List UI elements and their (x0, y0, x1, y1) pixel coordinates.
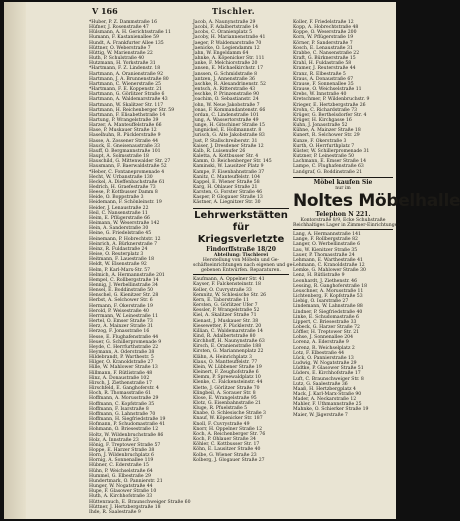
directory-entry: Hirschfeld, E. Ganghoferstr. 4 (89, 386, 159, 392)
directory-entry: Lobeck, G. Harzer Straße 72 (293, 324, 360, 330)
directory-entry: Heymann, A. Oderstraße 38 (89, 350, 155, 355)
directory-entry: Lau, W. Kienitzer Straße 35 (293, 247, 358, 253)
column-2-entries-top (193, 20, 289, 206)
directory-entry: Hohmann, O. Briesestraße 12 (89, 427, 159, 433)
page-title: Tischler. (212, 6, 256, 16)
directory-entry: Hecht, W. Urbanstraße 130 (89, 174, 153, 180)
directory-entry: Haselhuhn, R. Pücklerstraße 9 (89, 133, 161, 139)
column-1 (89, 20, 189, 516)
directory-entry: Hartmann, A. Oranienstraße 92 (89, 71, 163, 77)
directory-entry: Hase, P. Muskauer Straße 12 (89, 128, 157, 134)
directory-entry: Herzog, F. Jonasstraße 16 (89, 329, 150, 335)
directory-entry: Holtz, W. Wildenbruchstraße 86 (89, 432, 164, 438)
directory-entry: Lessing, R. Ganghoferstraße 18 (293, 283, 368, 289)
directory-entry: Hartmann, W. Skalitzer Str. 117 (89, 102, 164, 108)
directory-entry: Hartmann, J. A. Brunnenstraße 80 (89, 76, 169, 82)
directory-entry: Jentsch, A. Ritterstraße 43 (193, 87, 256, 93)
directory-entry: Kaminski, W. Lausitzer Platz 9 (193, 164, 264, 170)
page-gutter (4, 2, 26, 519)
directory-entry: Heinrich, A. Bürknerstraße 7 (89, 241, 158, 247)
directory-entry: Jacoby, H. Mariannenstraße 41 (193, 35, 266, 41)
directory-entry: Langer, O. Werbellinstraße 6 (293, 242, 361, 248)
directory-entry: Killian, C. Waldemarstraße 14 (193, 328, 263, 334)
directory-entry: Humann, F. Kastanienallee 59 (89, 35, 159, 41)
directory-entry: Henschel, G. Kienitzer Str. 28 (89, 293, 159, 299)
column-2-entries-bottom (193, 277, 289, 463)
directory-entry: Heidemann, F. Schönleinstr. 19 (89, 200, 162, 206)
directory-entry: Heuer, G. Schillerpromenade 9 (89, 339, 162, 345)
directory-entry: Krause, O. Weichselstraße 11 (293, 87, 362, 93)
directory-entry: Lang, A. Hermannstraße 141 (293, 232, 361, 238)
directory-entry: Kretschmer, P. Wildenbruchstr. 9 (293, 97, 370, 103)
directory-entry: Kolbe, G. Wiener Straße 23 (193, 452, 257, 458)
directory-entry: Hutzmann, H. Yorkstraße 31 (89, 61, 156, 67)
directory-entry: Jantzen, J. Annenstraße 36 (193, 76, 255, 82)
directory-entry: Knabe, O. Schlesische Straße 3 (193, 411, 266, 417)
directory-entry: Lindner, P. Siegfriedstraße 40 (293, 309, 363, 315)
directory-entry: Lehmann, C. Kranoldstraße 12 (293, 263, 365, 269)
ad-text-line: schäftseinrichtungen nach eigenen und ge- (193, 262, 294, 268)
directory-entry: Jungnickel, E. Hollmannstr. 8 (193, 128, 262, 134)
directory-entry: Helm, P. Karl-Marx-Str. 57 (89, 267, 151, 273)
directory-entry: Klähn, A. Heinrichplatz 3 (193, 354, 252, 360)
directory-entry: Hoffmann, F. Isarstraße 8 (89, 406, 149, 412)
directory-entry: Ihde, R. Saalestraße 9 (89, 509, 141, 515)
directory-entry: Jahnke, A. Köpenicker Str. 111 (193, 56, 265, 62)
directory-entry: Heinemann, P. Hobrechtstr. 12 (89, 236, 161, 242)
directory-entry: Kampe, F. Eisenbahnstraße 37 (193, 169, 265, 175)
directory-entry: Horn, J. Wildenbruchplatz 6 (89, 453, 154, 459)
directory-entry: Lorenz, R. Weichselplatz 2 (293, 345, 355, 351)
directory-entry: Holz, A. Innstraße 23 (89, 437, 139, 443)
directory-entry: Hüttenrauch, E. Braunschweiger Straße 60 (89, 499, 191, 505)
directory-entry: Koch, A. Reichenberger Str. 76 (193, 431, 266, 437)
directory-entry: Hoppe, E. Harzer Straße 38 (89, 447, 155, 453)
directory-entry: Klotz, G. Eisenbahnstraße 21 (193, 401, 261, 406)
directory-entry: Hoffmann, H. Siegfriedstraße 19 (89, 417, 166, 423)
directory-entry: Hauschild, G. Mittenwalder Str. 27 (89, 159, 171, 165)
directory-entry: Heim, E. Pflügerstraße 66 (89, 215, 150, 221)
directory-entry: Kurth, O. Herrfurthplatz 7 (293, 143, 355, 149)
directory-entry: Kaiser, J. Dresdener Straße 12 (193, 143, 264, 149)
directory-entry: Heitmann, F. Lauestraße 18 (89, 257, 155, 263)
directory-entry: Jaeger, P. Waldemarstraße 70 (193, 40, 262, 46)
directory-entry: *Heber, C. Fontanepromenade 4 (89, 169, 165, 175)
directory-entry: Mader, A. Neckarstraße 12 (293, 397, 357, 403)
directory-entry: Lehmann, E. Warthestraße 41 (293, 257, 363, 263)
directory-entry: Kranz, R. Elbestraße 5 (293, 71, 346, 77)
directory-entry: Heil, C. Nansenstraße 11 (89, 210, 148, 216)
directory-entry: Hupe, F. Glasower Straße 10 (89, 489, 157, 495)
directory-entry: Hennig, J. Werbellinstraße 34 (89, 282, 158, 288)
directory-entry: Heckel, A. Dieffenbachstraße 61 (89, 179, 165, 185)
directory-entry: Korn, W. Pflügerstraße 19 (293, 35, 354, 41)
directory-entry: Hauck, E. Gneisenaustraße 33 (89, 143, 161, 149)
ad-kicker: Möbel kaufen Sie (313, 178, 373, 186)
directory-entry: Krause, F. Sonnenallee 35 (293, 81, 354, 87)
directory-entry: Körner, P. Sanderstraße 7 (293, 40, 353, 46)
directory-entry: Lippert, C. Briesestraße 33 (293, 319, 357, 325)
directory-entry: Herbst, A. Selchower Str. 6 (89, 298, 153, 304)
directory-entry: Koch, P. Ohlauer Straße 34 (193, 437, 256, 443)
directory-entry: Hoch, R. Thomasstraße 61 (89, 391, 152, 397)
directory-entry: Jacobs, C. Oranienplatz 5 (193, 30, 253, 36)
directory-entry: Krieger, E. Hertzbergstraße 26 (293, 102, 366, 108)
directory-entry: Hermann, F. Okerstraße 19 (89, 303, 153, 309)
directory-entry: Kuhn, J. Jonasstraße 52 (293, 123, 348, 129)
directory-entry: Kind, R. Adalbertstraße 80 (193, 333, 256, 339)
directory-entry: Hühn, P. Weichselstraße 64 (89, 468, 153, 474)
directory-entry: Haupt, A. Solmsstraße 18 (89, 154, 149, 160)
directory-entry: Krüger, H. Kirchgasse 16 (293, 117, 352, 123)
directory-entry: Ludwig, W. Nogatstraße 29 (293, 361, 357, 367)
directory-entry: Hertel, O. Emser Straße 73 (89, 319, 153, 325)
ad-text-line: Kontorstraße 8/9, Ecke Schuhstraße (300, 217, 386, 223)
directory-entry: Lindemann, W. Lahnstraße 88 (293, 304, 363, 310)
directory-entry: Hunger, W. Nogatstraße 44 (89, 484, 153, 490)
advertisement-lehrwerkstaetten (193, 208, 294, 276)
directory-entry: Mahler, F. Uthmannstraße 25 (293, 402, 362, 408)
directory-entry: Kirsten, G. Mariannenplatz 22 (193, 349, 264, 355)
directory-entry: Hempel, C. Rollbergstraße 14 (89, 277, 159, 283)
directory-entry: Lachmann, E. Emser Straße 14 (293, 159, 366, 165)
directory-entry: Klaus, O. Mantteuffelstr. 77 (193, 359, 258, 365)
directory-entry: Jaschke, R. Alexandrinenstr. 52 (193, 81, 266, 87)
directory-entry: Koppe, O. Weserstraße 200 (293, 30, 357, 36)
directory-entry: Kosch, E. Lenaustraße 31 (293, 45, 353, 51)
directory-entry: Kirchhoff, H. Naunynstraße 63 (193, 339, 265, 345)
directory-entry: Hummel, G. Elbestraße 29 (89, 473, 151, 479)
directory-entry: Hillmann, F. Rütlistraße 48 (89, 370, 153, 376)
directory-entry: Heine, G. Friedelstraße 45 (89, 231, 152, 237)
directory-entry: Lotz, F. Elbestraße 44 (293, 350, 345, 356)
directory-entry: Mack, J. Karl-Marx-Straße 90 (293, 392, 362, 397)
directory-entry: Klenke, C. Falckensteinstr. 44 (193, 380, 263, 386)
directory-entry: Junge, H. Gitschiner Straße 15 (193, 123, 265, 129)
directory-entry: Heinz, R. Fuldastraße 24 (89, 246, 148, 252)
directory-entry: Jacobi, F. Adalbertstraße 14 (193, 25, 259, 31)
directory-entry: Kersten, G. Görlitzer Ufer 7 (193, 303, 258, 309)
directory-entry: Huth, P. Schulstraße 40 (89, 56, 145, 62)
ad-phone: Telephon N 221. (315, 210, 371, 218)
ad-department: Abteilung: Tischlerei (213, 252, 269, 258)
directory-entry: Kramer, J. Reuterstraße 44 (293, 66, 356, 72)
directory-entry: Krahl, H. Fuldastraße 58 (293, 61, 352, 67)
directory-entry: Hornig, A. Sonnenallee 119 (89, 458, 154, 464)
directory-entry: Knorr, H. Oppelner Straße 12 (193, 426, 263, 432)
directory-entry: Lück, O. Pannierstraße 13 (293, 355, 354, 361)
directory-entry: Just, P. Stallschreiberstr. 31 (193, 138, 258, 144)
directory-entry: Mahnke, O. Schierker Straße 19 (293, 407, 369, 413)
directory-entry: Hedrich, H. Graefestraße 73 (89, 185, 156, 190)
directory-entry: *Huber, P. Z. Dammstraße 16 (89, 20, 158, 25)
directory-entry: Hartmann, F. Elisabethstraße 14 (89, 112, 166, 118)
directory-entry: Herrmann, W. Leinestraße 11 (89, 313, 159, 319)
directory-entry: Joachim, O. Sebastianstr. 24 (193, 97, 259, 103)
directory-entry: Jordan, C. Lindenstraße 101 (193, 112, 259, 118)
directory-entry: Kunert, R. Selchower Str. 29 (293, 133, 360, 139)
directory-entry: Hinz, A. Donaustraße 102 (89, 375, 150, 381)
directory-entry: Heide, O. Boppstraße 3 (89, 195, 144, 201)
directory-entry: Hille, W. Mahlower Straße 13 (89, 365, 158, 371)
directory-entry: Lorenz, A. Ederstraße 9 (293, 340, 349, 346)
directory-entry: Hartmann, G. Görlitzer Straße 6 (89, 92, 165, 98)
advertisement-noltes-moebelhalle (293, 177, 460, 230)
directory-entry: Krabbe, C. Nansenstraße 22 (293, 50, 360, 56)
directory-entry: Kanitz, C. Manteuffelstr. 104 (193, 174, 261, 180)
directory-entry: *Hartmann, F. E. Koppenstr. 21 (89, 87, 162, 93)
directory-entry: Karg, H. Ohlauer Straße 21 (193, 185, 258, 190)
directory-entry: Lenz, H. Rütlistraße 9 (293, 273, 345, 279)
directory-entry: Lutz, G. Saalestraße 36 (293, 381, 348, 387)
directory-entry: Maier, W. Jägerstraße 7 (293, 412, 348, 418)
directory-entry: Kasper, P. Glogauer Straße 13 (193, 195, 263, 201)
directory-entry: Kästner, A. Liegnitzer Str. 30 (193, 200, 261, 206)
directory-entry: Kraus, A. Donaustraße 67 (293, 76, 354, 82)
directory-entry: Hoffmann, G. Lahnstraße 70 (89, 411, 156, 417)
directory-entry: Knoll, F. Cuvrystraße 49 (193, 421, 250, 427)
directory-entry: Jahn, W. Engeldamm 64 (193, 50, 249, 56)
ad-text-line: Reichhaltiges Lager in Zimmer-Einrichtungen (293, 223, 401, 228)
directory-entry: Hoffmann, A. Morusstraße 29 (89, 396, 159, 402)
directory-entry: Kamm, O. Reichenberger Str. 145 (193, 159, 272, 165)
directory-entry: Heider, J. Lenaustraße 22 (89, 205, 149, 211)
directory-entry: Kunze, F. Okerstraße 3 (293, 138, 347, 144)
directory-entry: Kutzner, P. Leinestraße 50 (293, 154, 355, 160)
directory-entry: Kiesewetter, F. Pücklerstr. 20 (193, 323, 262, 329)
directory-entry: Lemke, G. Mahlower Straße 30 (293, 268, 366, 274)
directory-entry: Küster, W. Schillerpromenade 31 (293, 148, 370, 154)
directory-entry: Klemm, P. Spreewaldplatz 10 (193, 375, 261, 381)
directory-entry: Lohse, J. Sonnenallee 204 (293, 335, 354, 341)
directory-entry: Hüttner, O. Weberstraße 7 (89, 45, 151, 51)
column-3-entries-bottom (293, 232, 393, 418)
directory-entry: John, W. Neue Jakobstraße 7 (193, 102, 260, 108)
directory-entry: Herold, P. Weisestraße 40 (89, 308, 149, 314)
ad-text-line: Herstellung von Möbeln und Ge- (202, 257, 280, 263)
directory-entry: Leonhardt, J. Ziethenstr. 46 (293, 278, 358, 284)
directory-entry: Kopp, A. Hobrechtstraße 48 (293, 25, 359, 31)
directory-entry: Jung, A. Wassertorstraße 49 (193, 117, 259, 123)
directory-entry: Klein, W. Lübbener Straße 19 (193, 364, 262, 370)
directory-entry: Hüfner, J. Rosenstraße 47 (89, 25, 149, 31)
directory-entry: Hartmann, A. Waldemarstraße 43 (89, 97, 168, 103)
directory-entry: Hartmann, C. Wienerstraße 25 (89, 81, 161, 87)
directory-entry: Heimann, W. Weserstraße 142 (89, 221, 160, 227)
directory-entry: Kolberg, J. Glogauer Straße 27 (193, 457, 265, 463)
directory-entry: Heise, O. Reuterplatz 3 (89, 252, 144, 258)
directory-entry: Linke, E. Schudomastraße 6 (293, 314, 359, 320)
directory-entry: Klose, E. Wrangelstraße 95 (193, 395, 257, 401)
page-header (92, 5, 392, 17)
directory-entry: Kluge, R. Pfuelstraße 5 (193, 406, 248, 412)
ad-shop-name: Noltes Möbelhalle (293, 190, 460, 211)
column-3 (293, 20, 460, 516)
directory-entry: Liebig, O. Isarstraße 27 (293, 299, 349, 305)
directory-entry: Hasse, A. Zossener Straße 44 (89, 138, 159, 144)
page-number: V 166 (92, 6, 118, 16)
directory-entry: Jonas, F. Kommandantenstr. 66 (193, 107, 266, 113)
directory-entry: Lichtenberg, F. Kopfstraße 53 (293, 294, 363, 300)
directory-entry: Klette, J. Görlitzer Straße 70 (193, 385, 260, 391)
directory-entry: Janke, F. Melchiorstraße 20 (193, 61, 258, 67)
directory-entry: Köhn, E. Lausitzer Straße 40 (193, 447, 261, 453)
directory-entry: Hauff, O. Bergmannstraße 101 (89, 148, 161, 154)
directory-entry: Hoffmann, C. Kopfstraße 35 (89, 401, 155, 407)
directory-entry: *Hartmann, F. Z. Lindenstr. 18 (89, 66, 161, 72)
directory-entry: Huth, A. Kirchhofstraße 33 (89, 494, 153, 500)
directory-entry: Helmich, A. Hermannstraße 201 (89, 272, 165, 278)
ad-title: Lehrwerkstätten für Kriegsverletzte (194, 209, 288, 245)
column-2 (193, 20, 294, 516)
directory-entry: Kirsch, E. Oranienstraße 188 (193, 344, 262, 350)
directory-entry: Hirsch, J. Ziethenstraße 17 (89, 380, 152, 386)
directory-entry: Kienast, J. Muskauer Str. 38 (193, 318, 259, 324)
directory-entry: Krebs, W. Innstraße 40 (293, 92, 347, 98)
directory-entry: Hofmann, P. Schudomastraße 41 (89, 422, 166, 428)
directory-page (4, 2, 460, 519)
directory-entry: Hundertmark, O. Pannierstr. 21 (89, 478, 163, 484)
directory-entry: Lauer, P. Thomasstraße 24 (293, 252, 355, 258)
directory-entry: Köhler, C. Kottbusser Str. 17 (193, 442, 260, 448)
directory-entry: Harzer, A. Manteuffelstraße 66 (89, 123, 162, 129)
directory-entry: Hundt, A. Frankfurter Allee 135 (89, 40, 164, 46)
directory-entry: Hesse, E. Flughafenstraße 44 (89, 334, 159, 340)
directory-entry: Kleinert, F. Zeughofstraße 6 (193, 370, 259, 376)
directory-entry: Luft, C. Braunschweiger Str. 8 (293, 376, 364, 382)
directory-entry: Hüttig, W. Marienstraße 22 (89, 50, 153, 56)
directory-entry: Landgraf, G. Boddinstraße 21 (293, 169, 363, 175)
directory-entry: Herz, A. Mainzer Straße 31 (89, 324, 154, 330)
directory-entry: Krohn, C. Richardstraße 73 (293, 107, 358, 113)
directory-entry: Hilger, O. Kranoldstraße 27 (89, 360, 154, 366)
directory-entry: Kaufmann, A. Oppelner Str. 41 (193, 277, 265, 283)
directory-entry: Jaenicke, O. Legiendamm 12 (193, 45, 260, 51)
ad-address: Findorffstraße 18/20 (206, 245, 276, 253)
directory-entry: Koller, F. Friedelstraße 12 (293, 20, 354, 25)
directory-entry: Keller, O. Cuvrystraße 33 (193, 287, 252, 293)
directory-entry: Klingbeil, A. Sorauer Str. 8 (193, 390, 256, 396)
directory-entry: Maaß, H. Hertzbergplatz 4 (293, 386, 356, 392)
ad-text-line: gebenen Entwürfen. Reparaturen. (201, 268, 281, 274)
directory-entry: Leuschner, A. Morusstraße 11 (293, 288, 364, 294)
directory-entry: Lüdtke, P. Glasower Straße 51 (293, 366, 364, 372)
directory-entry: Hensel, E. Boddinstraße 50 (89, 288, 154, 294)
directory-entry: Jacob, A. Naunynstraße 29 (193, 20, 256, 25)
directory-entry: Kessler, P. Wrangelstraße 52 (193, 308, 260, 314)
directory-entry: Hüttner, J. Hertzbergstraße 18 (89, 504, 161, 510)
directory-entry: Heese, P. Kottbusser Damm 8 (89, 190, 158, 196)
directory-entry: Hartmann, H. Reichenberger Str. 59 (89, 107, 175, 113)
directory-entry: Janssen, G. Schmidstraße 8 (193, 71, 258, 77)
ad-kicker-2: nur im (335, 185, 351, 191)
directory-entry: Knauf, W. Köpenicker Str. 187 (193, 416, 263, 422)
directory-entry: Heldt, W. Elsenstraße 92 (89, 262, 147, 268)
directory-entry: Kühne, A. Mainzer Straße 18 (293, 128, 361, 134)
directory-entry: Kappel, E. Wiener Straße 58 (193, 179, 260, 185)
directory-entry: Kern, E. Taborstraße 11 (193, 297, 249, 303)
directory-entry: Hülsmann, A. H. Gerichtsstraße 11 (89, 30, 171, 36)
directory-entry: Kalb, R. Luisenufer 26 (193, 148, 246, 154)
directory-entry: Kayser, F. Falckensteinstr. 18 (193, 282, 261, 288)
directory-entry: Kraft, G. Bürknerstraße 15 (293, 56, 356, 62)
column-3-entries-top (293, 20, 393, 175)
directory-entry: Heyde, C. Herrfurthstraße 22 (89, 344, 159, 350)
directory-entry: Hartung, P. Wrangelstraße 39 (89, 117, 159, 123)
directory-entry: Karsten, G. Forster Straße 46 (193, 190, 263, 196)
directory-entry: Jeschke, P. Prinzenstraße 90 (193, 92, 259, 98)
directory-entry: Hübner, C. Ederstraße 15 (89, 463, 149, 469)
directory-entry: Jurisch, G. Alte Jakobstraße 83 (193, 133, 265, 139)
directory-entry: Kaletta, A. Kottbusser Str. 4 (193, 154, 259, 160)
directory-entry: Lange, F. Rollbergstraße 82 (293, 237, 358, 243)
directory-entry: Hildebrandt, P. Warthestr. 5 (89, 355, 154, 361)
directory-entry: Jansen, E. Michaelkirchstr. 17 (193, 66, 264, 72)
directory-entry: Lüders, E. Kirchhofstraße 17 (293, 371, 361, 377)
directory-entry: Hein, A. Sanderstraße 30 (89, 226, 149, 232)
directory-entry: Kemnitz, W. Schlesische Str. 26 (193, 292, 267, 298)
directory-entry: Lampe, C. Flughafenstraße 63 (293, 164, 364, 170)
directory-entry: Kiel, A. Skalitzer Straße 71 (193, 313, 257, 319)
directory-entry: Löffler, H. Treptower Str. 21 (293, 330, 360, 336)
directory-entry: Krüger, G. Berthelsdorfer Str. 4 (293, 112, 367, 118)
directory-entry: Hönig, F. Treptower Straße 57 (89, 442, 161, 448)
directory-entry: Hausmann, F. Baerwaldstraße 52 (89, 164, 167, 170)
